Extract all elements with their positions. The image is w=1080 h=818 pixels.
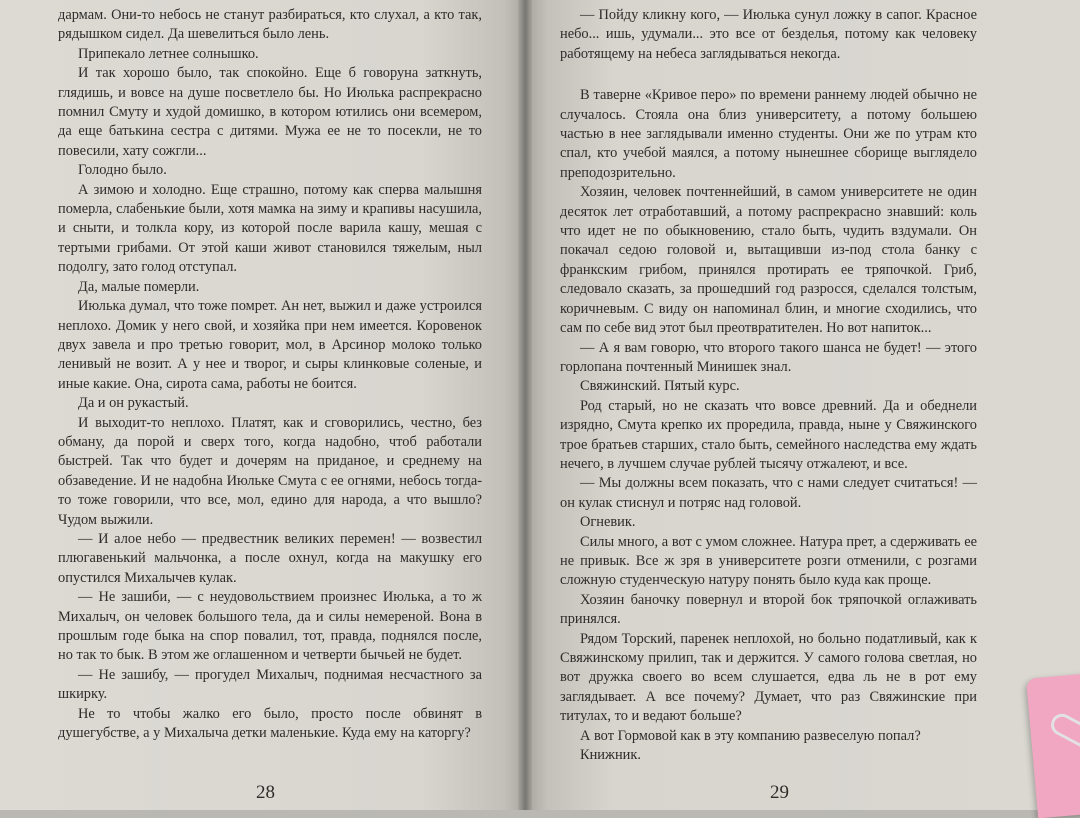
right-page: [525, 0, 1080, 810]
paragraph: Не то чтобы жалко его было, просто после обвинят в душегубстве, а у Михалыча детки маленькие. Куда ему на каторгу?: [58, 705, 482, 742]
left-page-text: [58, 6, 482, 743]
paragraph: Огневик.: [580, 514, 636, 531]
paragraph: В таверне «Кривое перо» по времени раннему людей обычно не случалось. Стояла она близ университету, а потому большею частью в нее заглядывали именно студенты. Они же по утрам кто спал, кто учебой маялся, а потому нынешнее сборище выглядело преподозрительно.: [560, 87, 977, 181]
paragraph: Да и он рукастый.: [78, 395, 189, 412]
paragraph: — Не зашиби, — с неудовольствием произнес Июлька, а то ж Михалыч, он человек большого тела, да и силы немереной. Вона в прошлым годе быка на спор повалил, тот, правда, поднялся после, но так то бык. В этом же оглашенном и четверти бычьей не будет.: [58, 589, 482, 664]
left-page: [0, 0, 525, 810]
paragraph: Да, малые померли.: [78, 278, 200, 295]
right-page-text: [560, 6, 977, 765]
paragraph: И выходит-то неплохо. Платят, как и сговорились, честно, без обману, да порой и сверх того, когда надобно, чтоб работали быстрей. Так что будет и дочерям на приданое, и среднему на обзаведение. И не надобна Июльке Смута с ее огнями, небось тогда-то тоже говорили, что все, мол, едино для народа, а что вышло? Чудом выжили.: [58, 414, 482, 528]
book-spine-shadow: [518, 0, 532, 810]
paragraph: Свяжинский. Пятый курс.: [580, 378, 740, 395]
paragraph: Хозяин, человек почтеннейший, в самом университете не один десяток лет отработавший, а потому распрекрасно знавший: коль что идет не по обыкновению, стало быть, чудить вздумали. Он покачал седою головой и, вытащивши из-под стола банку с франкским грибом, принялся протирать ее тряпочкой. Гриб, следовало сказать, за прошедший год разросся, сделался толстым, коричневым. С виду он напоминал блин, и многие сходились, что сам по себе вид этот был преотвратителен. Но вот напиток...: [560, 184, 977, 337]
paragraph: А вот Гормовой как в эту компанию развеселую попал?: [580, 727, 921, 744]
paragraph: Силы много, а вот с умом сложнее. Натура прет, а сдерживать ее не привык. Все ж зря в университете розги отменили, с розгами сложную студенческую натуру понять было куда как проще.: [560, 533, 977, 589]
page-number-left: 28: [256, 782, 275, 803]
paragraph: — Не зашибу, — прогудел Михалыч, поднимая несчастного за шкирку.: [58, 666, 482, 703]
paragraph: А зимою и холодно. Еще страшно, потому как сперва малышня померла, слабенькие были, хотя мамка на зиму и крапивы насушила, и сныти, и толкла кору, из которой после варила кашу, мешая с тертыми грибами. От этой каши живот становился тяжелым, ныл подолгу, зато голод отступал.: [58, 181, 482, 276]
paragraph: Июлька думал, что тоже помрет. Ан нет, выжил и даже устроился неплохо. Домик у него свой, и хозяйка при нем имеется. Коровенок двух завела и про третью говорит, мол, в Арсинор молоко только ленивый не возит. А у нее и творог, и сыры клинковые соленые, и иные какие. Она, сирота сама, работы не боится.: [58, 298, 482, 392]
paragraph: Припекало летнее солнышко.: [78, 45, 259, 62]
paragraph: — И алое небо — предвестник великих перемен! — возвестил плюгавенький мальчонка, а после охнул, когда на макушку его опустился Михалычев кулак.: [58, 530, 482, 586]
paragraph: Голодно было.: [78, 162, 167, 179]
paragraph: Рядом Торский, паренек неплохой, но больно податливый, как к Свяжинскому прилип, так и держится. У самого голова светлая, но вот дружка своего во всем слушается, едва ль не в рот ему заглядывает. А все почему? Думает, что раз Свяжинские при титулах, то и ведают больше?: [560, 630, 977, 725]
paragraph: И так хорошо было, так спокойно. Еще б говоруна заткнуть, глядишь, и вовсе на душе посветлело бы. Но Июлька распрекрасно помнил Смуту и худой домишко, в котором ютились они всемером, да еще батькина сестра с дитями. Мужа ее не то посекли, не то повесили, хату сожгли...: [58, 65, 482, 159]
paragraph: Книжник.: [580, 747, 641, 764]
paragraph: — Пойду кликну кого, — Июлька сунул ложку в сапог. Красное небо... ишь, удумали... это все от безделья, потому как человеку работящему на небеса заглядываться некогда.: [560, 7, 977, 62]
paragraph: дармам. Они-то небось не станут разбираться, кто слухал, а кто так, рядышком сидел. Да шевелиться было лень.: [58, 7, 482, 43]
paragraph: — А я вам говорю, что второго такого шанса не будет! — этого горлопана почтенный Минишек знал.: [560, 339, 977, 375]
paragraph: — Мы должны всем показать, что с нами следует считаться! — он кулак стиснул и потряс над головой.: [560, 475, 977, 511]
paragraph: Род старый, но не сказать что вовсе древний. Да и обеднели изрядно, Смута крепко их проредила, правда, ныне у Свяжинского трое братьев старших, стало быть, семейного наследства ему ждать нечего, в лучшем случае рублей тысячу отжалеют, и все.: [560, 397, 977, 472]
page-number-right: 29: [770, 782, 789, 803]
paragraph: Хозяин баночку повернул и второй бок тряпочкой оглаживать принялся.: [560, 591, 977, 628]
